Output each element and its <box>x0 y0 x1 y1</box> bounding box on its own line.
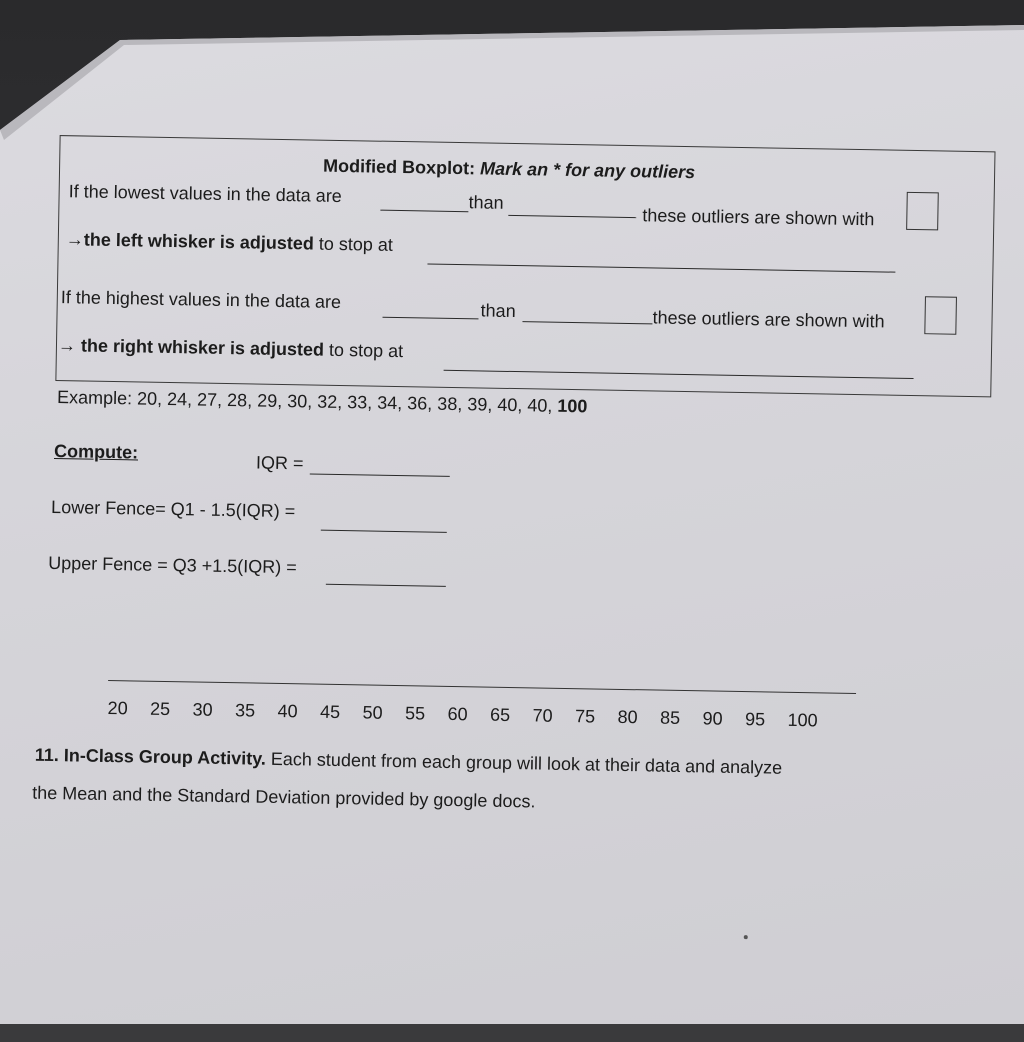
outlier-symbol-box-high[interactable] <box>924 296 957 335</box>
number-line-tick: 50 <box>362 702 383 723</box>
compute-label: Compute: <box>53 441 139 463</box>
row1-than: than <box>468 192 504 213</box>
row1-tail: these outliers are shown with <box>642 205 875 230</box>
activity-text-2: the Mean and the Standard Deviation provided by google docs. <box>31 782 536 812</box>
number-line-tick: 65 <box>489 704 511 726</box>
activity-title: 11. In-Class Group Activity. <box>34 744 267 769</box>
row4-bold: the right whisker is adjusted <box>80 335 325 360</box>
example-line <box>57 387 588 417</box>
row3-lead: If the highest values in the data are <box>60 287 342 312</box>
number-line-tick: 95 <box>744 709 766 730</box>
number-line-tick: 55 <box>404 703 426 724</box>
number-line-tick: 80 <box>617 706 638 728</box>
number-line-tick: 40 <box>277 700 298 722</box>
lower-fence-label: Lower Fence= Q1 - 1.5(IQR) = <box>50 496 296 522</box>
number-line-tick: 100 <box>787 709 818 731</box>
number-line-tick: 20 <box>107 697 128 719</box>
number-line-tick: 60 <box>447 703 468 725</box>
number-line-tick: 25 <box>149 698 171 720</box>
row4-tail: to stop at <box>328 339 404 362</box>
iqr-label: IQR = <box>255 452 304 474</box>
speck <box>744 935 748 939</box>
iqr-blank[interactable] <box>310 473 450 476</box>
row2-bold: the left whisker is adjusted <box>83 229 315 254</box>
activity-text-1: Each student from each group will look at their data and analyze <box>270 748 783 778</box>
number-line-tick: 90 <box>702 708 723 729</box>
row1-lead: If the lowest values in the data are <box>68 181 342 206</box>
upper-fence-label: Upper Fence = Q3 +1.5(IQR) = <box>48 552 297 578</box>
example-last-value: 100 <box>557 395 588 417</box>
number-line <box>108 680 856 694</box>
activity-line-1 <box>35 745 783 779</box>
outlier-symbol-box-low[interactable] <box>906 192 939 231</box>
number-line-tick: 35 <box>234 700 256 721</box>
box-title-italic: Mark an * for any outliers <box>479 158 696 183</box>
arrow-icon: → <box>57 335 77 356</box>
row3-tail: these outliers are shown with <box>652 307 885 332</box>
number-line-tick: 45 <box>319 701 341 723</box>
number-line-tick: 70 <box>532 705 553 726</box>
row2-tail: to stop at <box>318 233 394 255</box>
example-values: Example: 20, 24, 27, 28, 29, 30, 32, 33, 34, 36, 38, 39, 40, 40, <box>56 387 553 416</box>
number-line-tick: 75 <box>574 706 596 727</box>
arrow-icon: → <box>65 229 85 250</box>
upper-fence-blank[interactable] <box>326 584 446 587</box>
row3-than: than <box>480 300 516 322</box>
number-line-tick: 85 <box>659 707 681 728</box>
number-line-tick: 30 <box>192 699 213 720</box>
box-title-bold: Modified Boxplot: <box>322 155 476 179</box>
lower-fence-blank[interactable] <box>321 530 447 533</box>
